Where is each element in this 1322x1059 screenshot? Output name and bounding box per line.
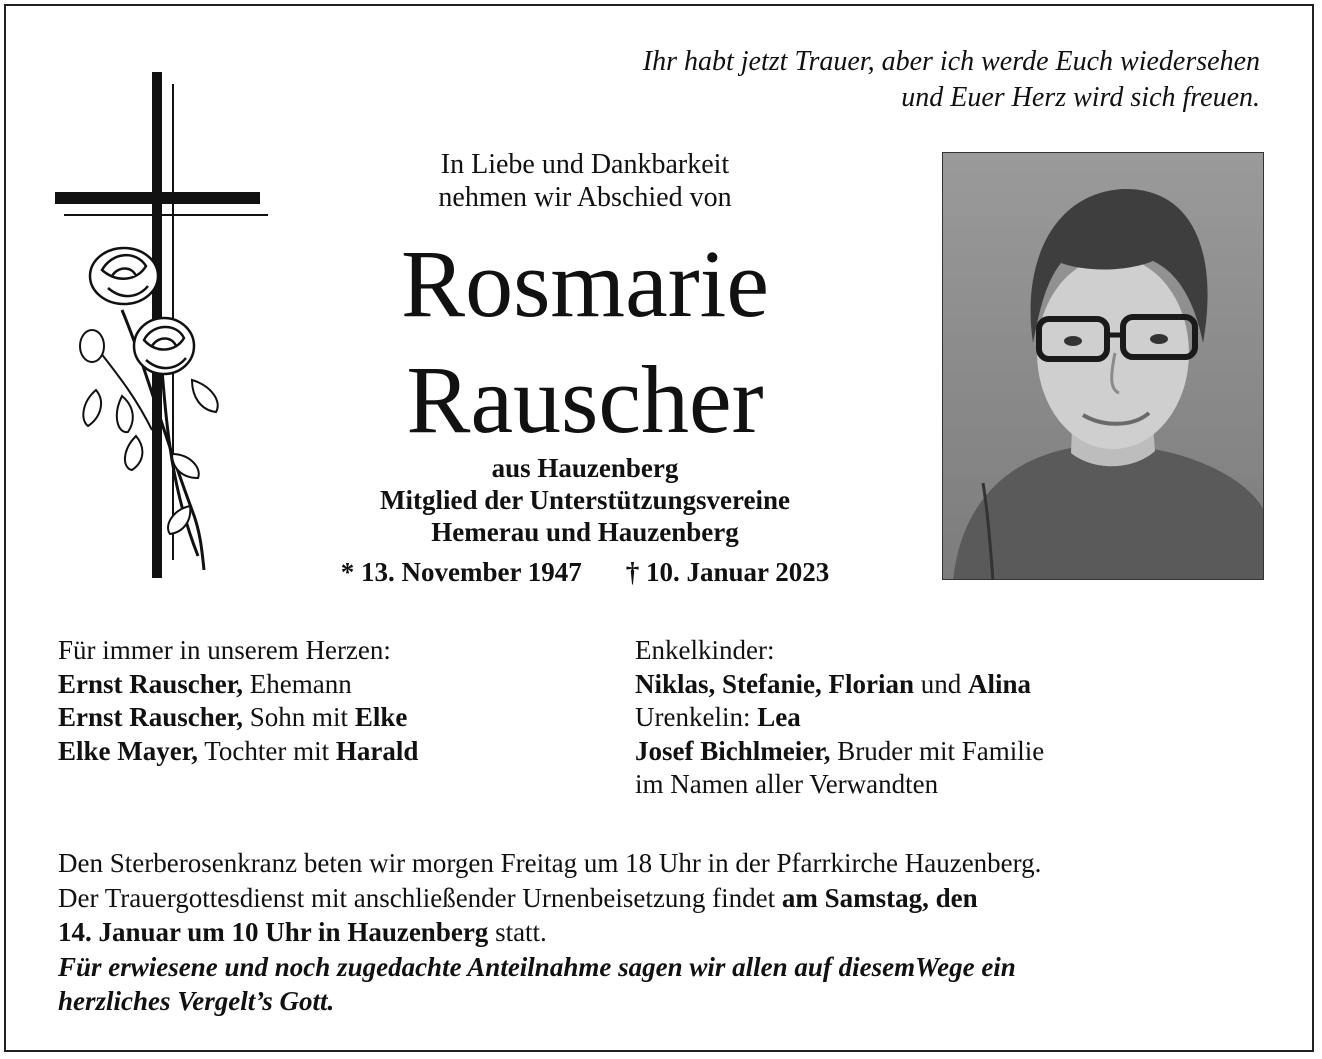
left-heading: Für immer in unserem Herzen: xyxy=(58,635,391,665)
right-row-3 xyxy=(635,735,1044,769)
family-left-column xyxy=(58,634,418,768)
right-row-1-last: Alina xyxy=(968,668,1032,699)
right-row-1 xyxy=(635,668,1044,702)
death-date: † 10. Januar 2023 xyxy=(625,557,830,587)
bottom-line-3-text: statt. xyxy=(488,917,547,947)
bottom-line-5: herzliches Vergelt’s Gott. xyxy=(58,986,335,1016)
left-row-2 xyxy=(58,701,418,735)
deceased-info xyxy=(300,452,870,548)
right-row-2-label: Urenkelin: xyxy=(635,702,758,732)
life-dates xyxy=(300,556,870,588)
last-name: Rauscher xyxy=(406,346,764,453)
left-row-3-name: Elke Mayer, xyxy=(58,735,198,766)
right-row-2 xyxy=(635,701,1044,735)
birth-date: * 13. November 1947 xyxy=(340,557,582,587)
bottom-line-2-date: am Samstag, den xyxy=(781,882,978,913)
left-row-2-partner: Elke xyxy=(354,702,408,732)
bottom-line-2 xyxy=(58,881,1278,916)
left-row-1-name: Ernst Rauscher, xyxy=(58,668,244,699)
family-right-column xyxy=(635,634,1044,802)
deceased-name xyxy=(300,226,870,458)
bottom-line-3 xyxy=(58,915,1278,950)
info-line-1: aus Hauzenberg xyxy=(491,453,679,483)
bottom-line-2-text: Der Trauergottesdienst mit anschließender Urnenbeisetzung findet xyxy=(58,882,782,913)
intro-text xyxy=(330,148,840,214)
bottom-line-1: Den Sterberosenkranz beten wir morgen Freitag um 18 Uhr in der Pfarrkirche Hauzenberg. xyxy=(58,848,1042,878)
left-row-1 xyxy=(58,668,418,702)
cross-with-roses-icon xyxy=(52,70,272,580)
left-row-2-role: Sohn mit xyxy=(243,702,355,732)
left-row-1-role: Ehemann xyxy=(243,668,352,699)
bottom-line-4: Für erwiesene und noch zugedachte Anteilnahme sagen wir allen auf diesemWege ein xyxy=(58,951,1016,982)
right-heading: Enkelkinder: xyxy=(635,635,775,665)
right-row-4: im Namen aller Verwandten xyxy=(635,769,939,799)
portrait-illustration xyxy=(943,153,1264,580)
intro-line-1: In Liebe und Dankbarkeit xyxy=(440,149,730,180)
info-line-2: Mitglied der Unterstützungsvereine xyxy=(380,485,790,515)
right-row-3-name: Josef Bichlmeier, xyxy=(635,735,831,766)
left-row-3-role: Tochter mit xyxy=(197,735,336,766)
intro-line-2: nehmen wir Abschied von xyxy=(438,182,732,213)
info-line-3: Hemerau und Hauzenberg xyxy=(431,517,739,547)
right-row-3-role: Bruder mit Familie xyxy=(830,735,1045,766)
right-row-1-and: und xyxy=(914,668,969,699)
quote-line-1: Ihr habt jetzt Trauer, aber ich werde Euch wiedersehen xyxy=(642,46,1260,77)
left-row-3 xyxy=(58,735,418,769)
first-name: Rosmarie xyxy=(401,230,769,337)
right-row-1-names: Niklas, Stefanie, Florian xyxy=(635,668,915,699)
right-row-2-name: Lea xyxy=(757,702,801,732)
left-row-2-name: Ernst Rauscher, xyxy=(58,702,244,732)
quote-line-2: und Euer Herz wird sich freuen. xyxy=(901,82,1260,113)
left-row-3-partner: Harald xyxy=(335,735,419,766)
bible-quote xyxy=(643,44,1260,116)
portrait-photo xyxy=(942,152,1264,580)
bottom-line-3-time-place: 14. Januar um 10 Uhr in Hauzenberg xyxy=(58,917,489,947)
service-announcement xyxy=(58,846,1278,1019)
